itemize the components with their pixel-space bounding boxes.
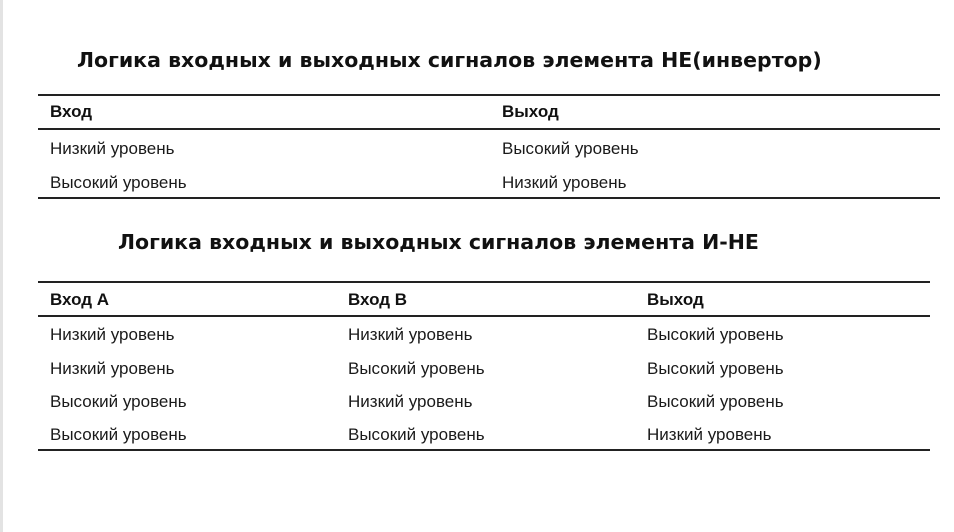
header-output: Выход — [502, 102, 559, 121]
table-top-rule — [38, 94, 940, 96]
cell-output: Высокий уровень — [502, 139, 639, 158]
cell-output: Высокий уровень — [647, 325, 784, 344]
cell-input-b: Низкий уровень — [348, 325, 473, 344]
table-bottom-rule — [38, 449, 930, 451]
cell-input-b: Высокий уровень — [348, 425, 485, 444]
cell-input-a: Высокий уровень — [50, 425, 187, 444]
cell-output: Высокий уровень — [647, 392, 784, 411]
header-output: Выход — [647, 290, 704, 309]
cell-input-a: Высокий уровень — [50, 392, 187, 411]
header-input-a: Вход A — [50, 290, 110, 309]
header-input: Вход — [50, 102, 93, 121]
cell-input-b: Низкий уровень — [348, 392, 473, 411]
table-bottom-rule — [38, 197, 940, 199]
not-gate-table-title: Логика входных и выходных сигналов элемента НЕ(инвертор) — [77, 48, 822, 72]
header-rule — [38, 315, 930, 317]
cell-input-b: Высокий уровень — [348, 359, 485, 378]
table-top-rule — [38, 281, 930, 283]
cell-input: Высокий уровень — [50, 173, 187, 192]
cell-input-a: Низкий уровень — [50, 325, 175, 344]
page-edge — [0, 0, 3, 532]
cell-output: Низкий уровень — [647, 425, 772, 444]
cell-input: Низкий уровень — [50, 139, 175, 158]
cell-output: Низкий уровень — [502, 173, 627, 192]
header-input-b: Вход B — [348, 290, 408, 309]
cell-output: Высокий уровень — [647, 359, 784, 378]
nand-gate-table-title: Логика входных и выходных сигналов элемента И-НЕ — [118, 230, 759, 254]
header-rule — [38, 128, 940, 130]
cell-input-a: Низкий уровень — [50, 359, 175, 378]
